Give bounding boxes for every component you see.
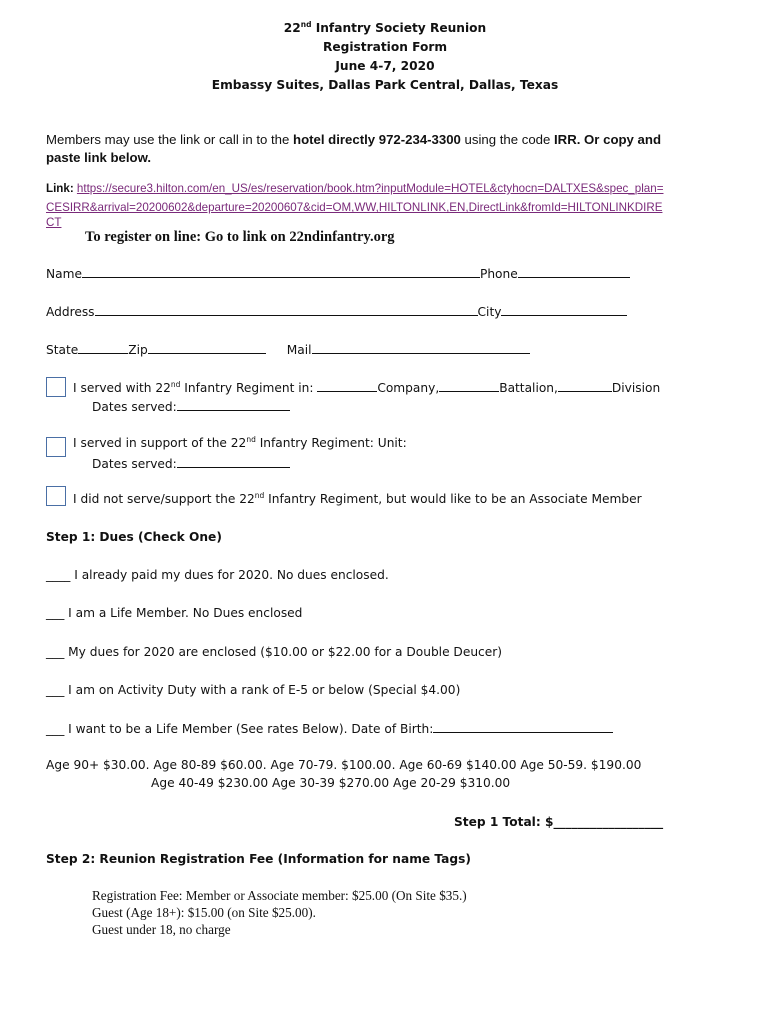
- zip-label: Zip: [128, 343, 148, 357]
- dues-option-blank: ___: [46, 722, 65, 736]
- state-label: State: [46, 343, 79, 357]
- event-venue: Embassy Suites, Dallas Park Central, Dallas, Texas: [211, 78, 559, 92]
- company-field[interactable]: [317, 379, 377, 392]
- division-label: Division: [611, 381, 661, 395]
- name-label: Name: [46, 267, 82, 281]
- step1-total: [454, 815, 663, 829]
- step1-total-field[interactable]: __________________: [553, 815, 664, 829]
- hotel-link-line2: [46, 198, 662, 216]
- dues-option-life-member[interactable]: ___ I am a Life Member. No Dues enclosed: [46, 606, 303, 620]
- address-field[interactable]: [95, 303, 478, 316]
- served-support-checkbox[interactable]: [46, 437, 66, 457]
- dues-option-blank: ___: [46, 645, 65, 659]
- name-row: [46, 265, 630, 281]
- state-row: [46, 341, 530, 357]
- hotel-link-line1: Link: https://secure3.hilton.com/en_US/es/reservation/book.htm?inputModule=HOTEL&ctyhocn=DALTXES&spec_plan=: [46, 182, 664, 195]
- hotel-reservation-link[interactable]: https://secure3.hilton.com/en_US/es/reservation/book.htm?inputModule=HOTEL&ctyhocn=DALTXES&spec_plan=: [76, 182, 664, 195]
- dates-served-row: [92, 398, 290, 414]
- dues-option-blank: ____: [46, 568, 71, 582]
- dates-served-label-2: Dates served:: [92, 457, 177, 471]
- mail-field[interactable]: [312, 341, 530, 354]
- name-field[interactable]: [82, 265, 480, 278]
- phone-field[interactable]: [518, 265, 630, 278]
- phone-label: Phone: [479, 267, 518, 281]
- step1-total-label: Step 1 Total: $: [454, 815, 554, 829]
- served-with-line: I served with 22nd Infantry Regiment in: Company, Battalion, Division: [73, 379, 661, 395]
- associate-checkbox[interactable]: [46, 486, 66, 506]
- dues-option-active-duty[interactable]: ___ I am on Activity Duty with a rank of E-5 or below (Special $4.00): [46, 683, 461, 697]
- city-field[interactable]: [501, 303, 627, 316]
- dues-option-become-life[interactable]: ___ I want to be a Life Member (See rates Below). Date of Birth:: [46, 720, 613, 736]
- form-title: 22nd Infantry Society Reunion: [283, 19, 487, 35]
- mail-label: Mail: [286, 343, 312, 357]
- battalion-field[interactable]: [439, 379, 499, 392]
- dates-served-label: Dates served:: [92, 400, 177, 414]
- hotel-intro: Members may use the link or call in to the hotel directly 972-234-3300 using the code IRR. Or copy and: [46, 132, 661, 147]
- life-rates-line1: Age 90+ $30.00. Age 80-89 $60.00. Age 70-79. $100.00. Age 60-69 $140.00 Age 50-59. $190.00: [46, 758, 642, 772]
- registration-fee-line3: Guest under 18, no charge: [92, 922, 231, 937]
- date-of-birth-field[interactable]: [433, 720, 613, 733]
- hotel-reservation-link-end[interactable]: CT: [46, 216, 62, 229]
- step2-title: Step 2: Reunion Registration Fee (Information for name Tags): [46, 852, 471, 866]
- life-rates-line2: Age 40-49 $230.00 Age 30-39 $270.00 Age 20-29 $310.00: [151, 776, 511, 790]
- state-field[interactable]: [78, 341, 128, 354]
- dates-served-row-2: [92, 455, 290, 471]
- hotel-intro-line2: paste link below.: [46, 150, 152, 165]
- company-label: Company,: [377, 381, 440, 395]
- online-register-note: To register on line: Go to link on 22ndinfantry.org: [85, 229, 395, 245]
- division-field[interactable]: [558, 379, 612, 392]
- dues-option-blank: ___: [46, 683, 65, 697]
- battalion-label: Battalion,: [499, 381, 558, 395]
- registration-fee-line1: Registration Fee: Member or Associate member: $25.00 (On Site $35.): [92, 888, 467, 903]
- associate-line: I did not serve/support the 22nd Infantry Regiment, but would like to be an Associate Member: [73, 490, 642, 506]
- zip-field[interactable]: [148, 341, 266, 354]
- city-label: City: [477, 305, 502, 319]
- dates-served-field[interactable]: [177, 398, 290, 411]
- form-subtitle: Registration Form: [322, 40, 448, 54]
- dues-option-blank: ___: [46, 606, 65, 620]
- address-label: Address: [46, 305, 95, 319]
- served-support-line: I served in support of the 22nd Infantry Regiment: Unit:: [73, 434, 407, 450]
- dues-option-paid[interactable]: ____ I already paid my dues for 2020. No dues enclosed.: [46, 568, 389, 582]
- step1-title: Step 1: Dues (Check One): [46, 530, 222, 544]
- hotel-link-line3: [46, 213, 61, 231]
- dates-served-field-2[interactable]: [177, 455, 290, 468]
- served-with-checkbox[interactable]: [46, 377, 66, 397]
- dues-option-enclosed[interactable]: ___ My dues for 2020 are enclosed ($10.00 or $22.00 for a Double Deucer): [46, 645, 503, 659]
- event-dates: June 4-7, 2020: [335, 59, 435, 73]
- address-row: [46, 303, 627, 319]
- hotel-reservation-link-cont[interactable]: CESIRR&arrival=20200602&departure=20200607&cid=OM,WW,HILTONLINK,EN,DirectLink&fromId=HILTONLINKDIRE: [46, 201, 663, 214]
- registration-fee-line2: Guest (Age 18+): $15.00 (on Site $25.00).: [92, 905, 316, 920]
